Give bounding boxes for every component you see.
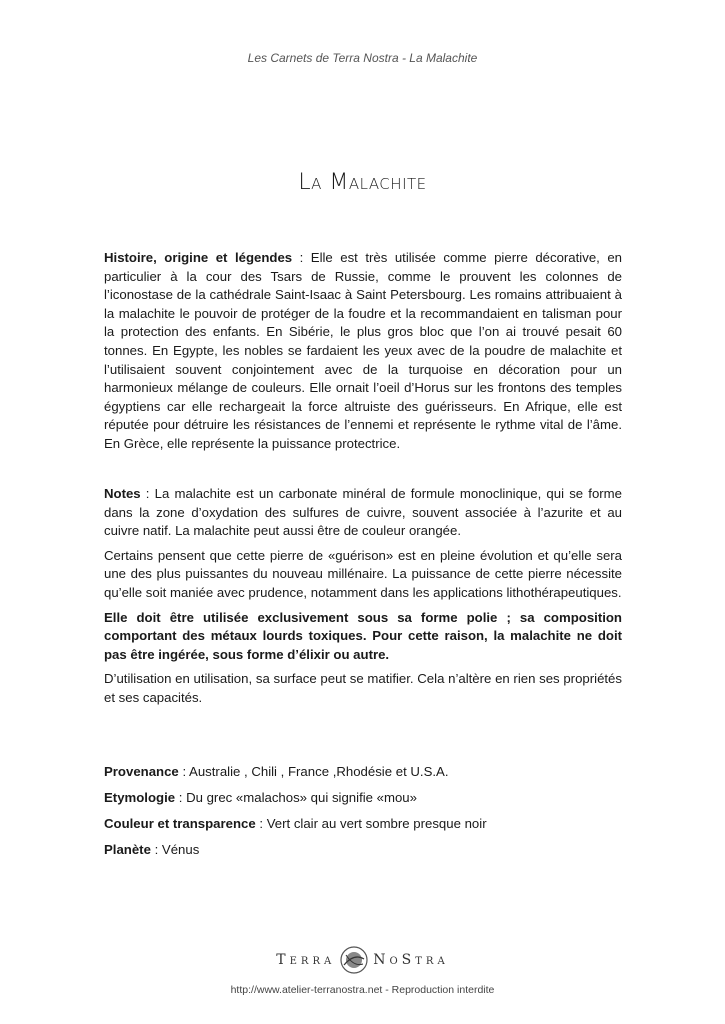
notes-section — [104, 485, 622, 714]
planet-label: Planète — [104, 842, 151, 858]
terra-nostra-logo — [0, 944, 725, 976]
color-label: Couleur et transparence — [104, 816, 256, 832]
color-value: : Vert clair au vert sombre presque noir — [255, 816, 487, 832]
logo-emblem-icon — [339, 945, 369, 975]
page-title: La Malachite — [298, 170, 427, 195]
notes-warning-paragraph: Elle doit être utilisée exclusivement sous sa forme polie ; sa composition comportant des métaux lourds toxiques. Pour cette raison, la malachite ne doit pas être ingérée, sous forme d’élixir ou autre. — [104, 609, 622, 662]
history-label: Histoire, origine et légendes — [104, 250, 293, 265]
history-paragraph — [104, 249, 622, 454]
notes-label: Notes — [104, 486, 141, 501]
notes-paragraph-1 — [104, 485, 622, 541]
logo-text-right: NoStra — [373, 952, 449, 968]
provenance-value: : Australie , Chili , France ,Rhodésie et U.S.A. — [178, 764, 449, 779]
notes-paragraph-4: D’utilisation en utilisation, sa surface peut se matifier. Cela n’altère en rien ses propriétés et ses capacités. — [104, 671, 622, 705]
planet-line — [104, 841, 622, 860]
facts-section — [104, 763, 622, 867]
planet-value: : Vénus — [150, 842, 200, 858]
notes-paragraph-2: Certains pensent que cette pierre de «guérison» est en pleine évolution et qu’elle sera une des plus puissantes du nouveau millénaire. La puissance de cette pierre nécessite qu’elle soit maniée avec prudence, notamment dans les applications lithothérapeutiques. — [104, 547, 622, 600]
logo-text-left: Terra — [276, 952, 336, 968]
etymology-value: : Du grec «malachos» qui signifie «mou» — [175, 790, 417, 806]
notes-text-1: : La malachite est un carbonate minéral de formule monoclinique, qui se forme dans la zone d’oxydation des sulfures de cuivre, souvent associée à l’azurite et au cuivre natif. La malachite peut aussi être de couleur orangée. — [104, 486, 622, 539]
provenance-line — [104, 763, 622, 782]
history-text: : Elle est très utilisée comme pierre décorative, en particulier à la cour des Tsars de Russie, comme le prouvent les colonnes de l’iconostase de la cathédrale Saint-Isaac à Saint Petersbourg. Les romains attribuaient à la malachite le pouvoir de protéger de la foudre et la recommandaient en talisman pour la protection des enfants. En Sibérie, le plus gros bloc que l’on ai trouvé pesait 60 tonnes. En Egypte, les nobles se fardaient les yeux avec de la poudre de malachite et l’utilisaient souvent conjointement avec de la turquoise en décoration pour un harmonieux mélange de couleurs. Elle ornait l’oeil d’Horus sur les frontons des temples égyptiens car elle rechargeait la force altruiste des guérisseurs. En Afrique, elle est réputée pour détruire les résistances de l’ennemi et représente le rythme vital de l’âme. En Grèce, elle représente la puissance protectrice. — [104, 250, 622, 451]
history-section — [104, 249, 622, 454]
running-header: Les Carnets de Terra Nostra - La Malachite — [247, 51, 478, 65]
etymology-line — [104, 789, 622, 808]
etymology-label: Etymologie — [104, 790, 176, 806]
color-line — [104, 815, 622, 834]
provenance-label: Provenance — [104, 764, 179, 779]
footer-url: http://www.atelier-terranostra.net - Reproduction interdite — [230, 984, 495, 996]
